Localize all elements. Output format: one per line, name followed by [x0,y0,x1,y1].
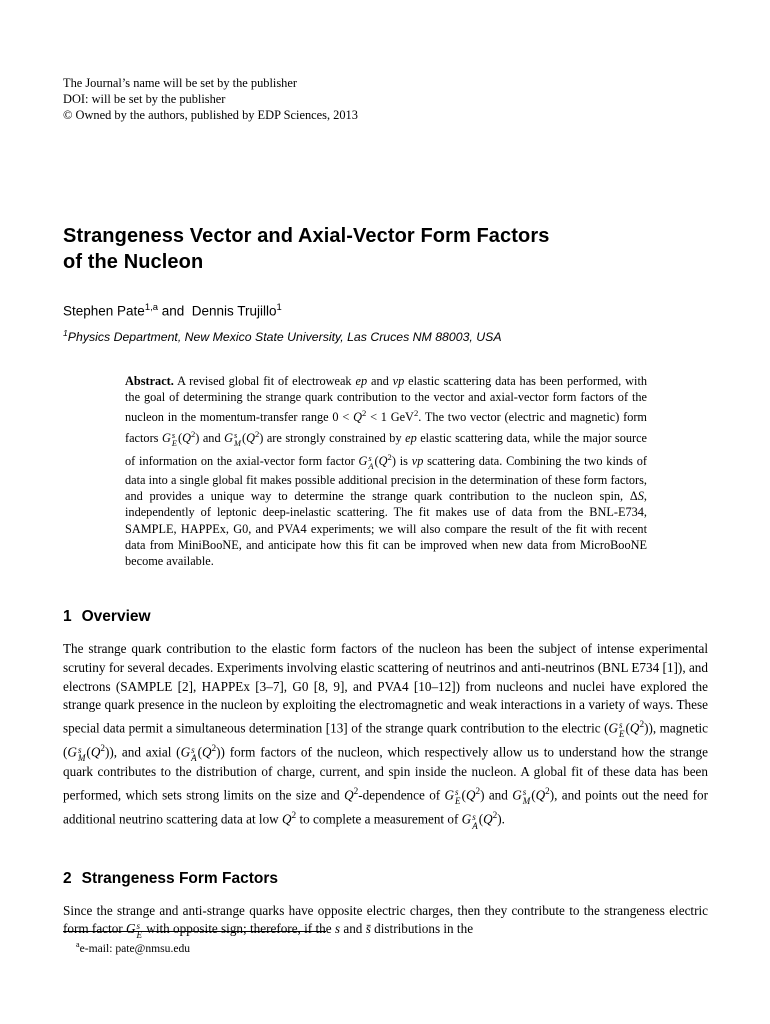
copyright-line: © Owned by the authors, published by EDP Sciences, 2013 [63,108,358,122]
section-number: 2 [63,869,72,887]
section-overview-paragraph: The strange quark contribution to the elastic form factors of the nucleon has been the subject of intense experimental scrutiny for several decades. Experiments involving elastic scattering of neutrinos and anti-neutrinos (BNL E734 [1]), and electrons (SAMPLE [2], HAPPEx [3–7], G0 [8, 9], and PVA4 [10–12]) from nucleons and nuclei have explored the strange quark presence in the nucleon by exploiting the electromagnetic and weak interactions in a variety of ways. These special data permit a simultaneous determination [13] of the strange quark contribution to the electric (G s E $(Q^2)$), magnetic (G s M $(Q^2)$), and axial (G s A $(Q^2)$) form factors of the nucleon, which respectively allow us to understand how the strange quark contributes to the distribution of charge, current, and spin inside the nucleon. A global fit of these data has been performed, which sets strong limits on the size and $Q^2$-dependence of G s E $(Q^2)$ and G s M $(Q^2)$, and points out the need for additional neutrino scattering data at low $Q^2$ to complete a measurement of G s A $(Q^2)$. [63,641,709,831]
abstract-block [125,373,647,570]
journal-name-line: The Journal’s name will be set by the publisher [63,76,297,90]
section-strangeness-paragraph: Since the strange and anti-strange quarks have opposite electric charges, then they contribute to the strangeness electric form factor G s E with opposite sign; therefore, if the s and s̄ distributions in the [63,902,708,941]
journal-header [63,75,708,123]
section-title: Strangeness Form Factors [81,869,279,887]
section-heading-strangeness-form-factors [63,869,708,889]
paper-title: Strangeness Vector and Axial-Vector Form Factors of the Nucleon [63,225,550,273]
footnote-rule [63,931,326,932]
affiliation-line: $^1$Physics Department, New Mexico State University, Las Cruces NM 88003, USA [63,327,502,344]
section-number: 1 [63,608,72,626]
doi-line: DOI: will be set by the publisher [63,92,226,106]
abstract-text: Abstract. A revised global fit of electroweak ep and νp elastic scattering data has been performed, with the goal of determining the strange quark contribution to the vector and axial-vector form factors of the nucleon in the momentum-transfer range $0 < Q^2 < 1$ GeV$^2$. The two vector (electric and magnetic) form factors G s E $(Q^2)$ and G s M $(Q^2)$ are strongly constrained by ep elastic scattering data, while the major source of information on the axial-vector form factor G s A $(Q^2)$ is νp scattering data. Combining the two kinds of data into a single global fit makes possible additional precision in the determination of these form factors, and provides a unique way to determine the strange quark contribution to the nucleon spin, ΔS, independently of leptonic deep-inelastic scattering. The fit makes use of data from the BNL-E734, SAMPLE, HAPPEx, G0, and PVA4 experiments; we will also compare the result of the fit with recent data from MiniBooNE, and anticipate how this fit can be improved when new data from MicroBooNE become available. [125,373,648,569]
footnote-email: $^a$e-mail: pate@nmsu.edu [76,940,191,955]
authors-line: Stephen Pate$^{1,a}$ and Dennis Trujillo$^1$ [63,302,282,319]
section-heading-overview [63,607,708,627]
footnote [63,931,326,956]
section-title: Overview [81,608,151,626]
